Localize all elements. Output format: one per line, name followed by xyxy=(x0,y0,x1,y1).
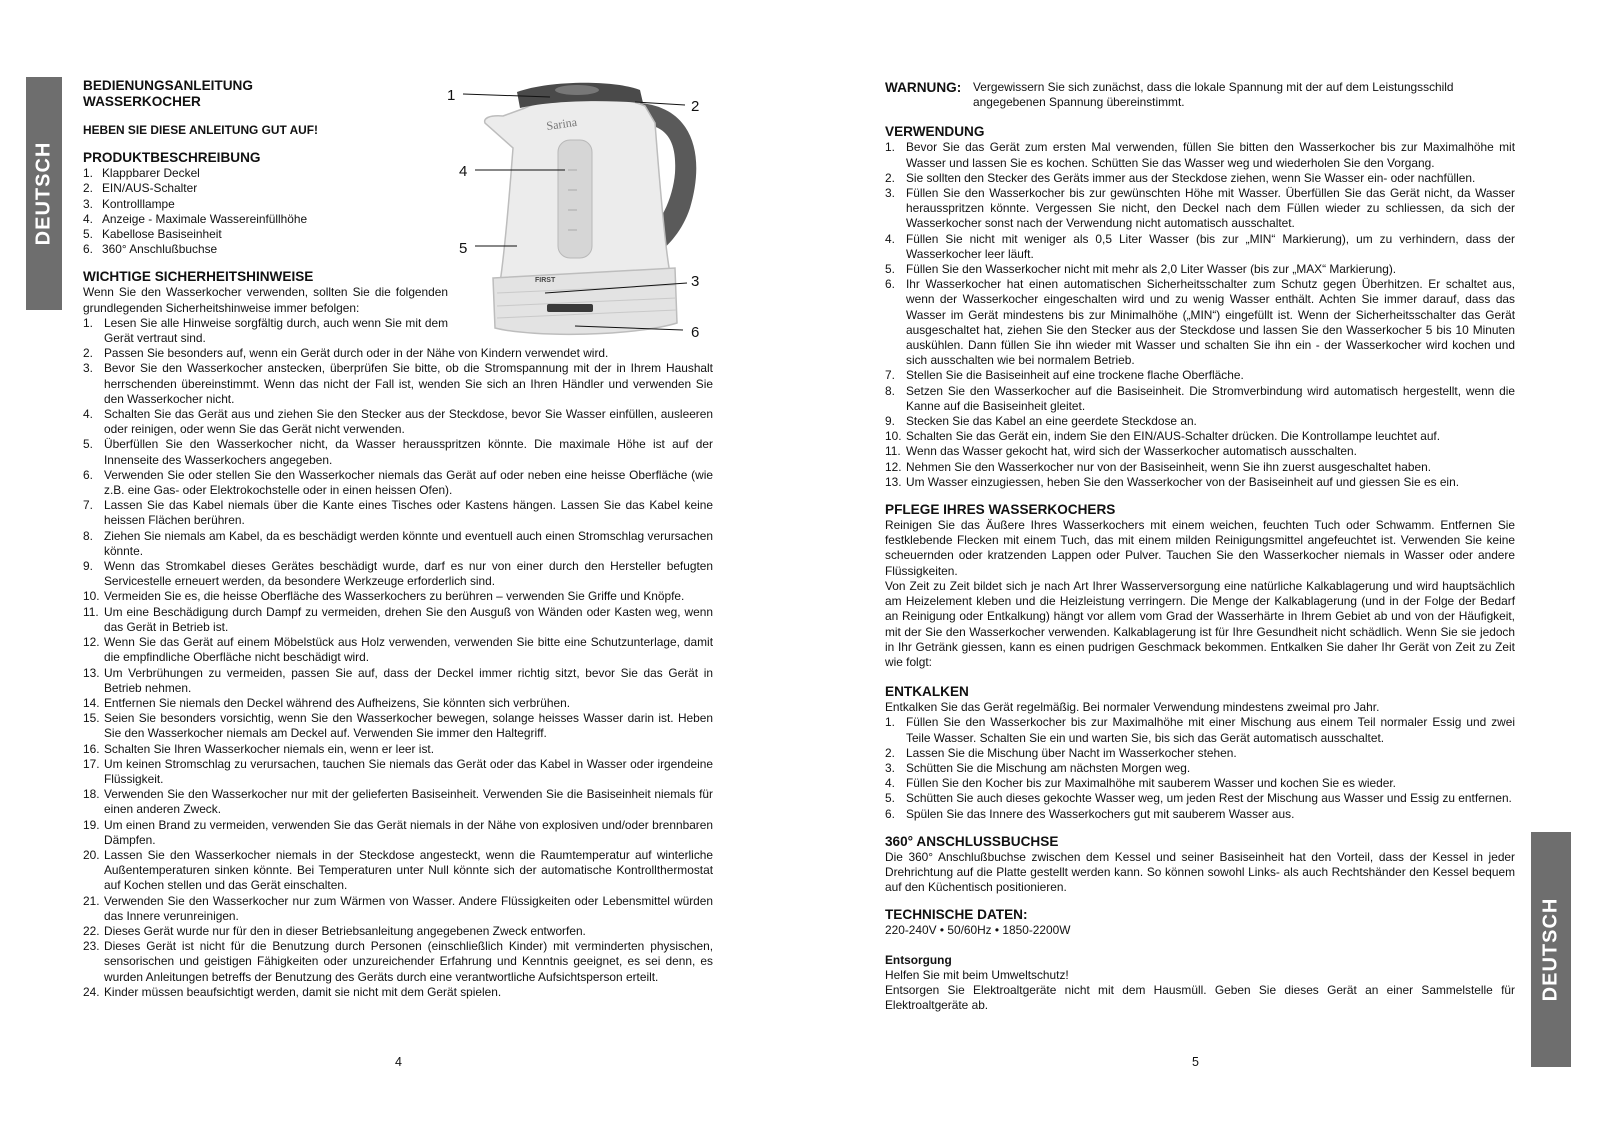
list-item-text: Seien Sie besonders vorsichtig, wenn Sie den Wasserkocher bewegen, solange heisses Wasser darin ist. Heben Sie den Wasserkocher niemals am Deckel auf. Verwenden Sie immer den Haltegriff. xyxy=(104,711,713,741)
list-item-text: Um einen Brand zu vermeiden, verwenden Sie das Gerät niemals in der Nähe von explosiven und/oder brennbaren Dämpfen. xyxy=(104,817,713,847)
kettle-lid-button xyxy=(555,85,599,95)
connector-heading: 360° ANSCHLUSSBUCHSE xyxy=(885,833,1059,849)
list-item xyxy=(83,468,713,498)
list-item xyxy=(83,589,713,604)
list-item xyxy=(885,140,1515,170)
list-item-number: 5. xyxy=(83,437,93,452)
callout-number-4: 4 xyxy=(459,163,468,180)
list-item-number: 2. xyxy=(83,181,93,196)
list-item-number: 13. xyxy=(83,665,100,680)
list-item xyxy=(83,559,713,589)
list-item-number: 15. xyxy=(83,711,100,726)
list-item xyxy=(83,818,713,848)
list-item-text: Füllen Sie den Wasserkocher bis zur gewünschten Höhe mit Wasser. Überfüllen Sie das Gerät nicht, da Wasser herausspritzen könnte. Vergessen Sie nicht, den Deckel nach dem Füllen wieder zu schliessen, da sich der Wasserkocher sonst nach der Verwendung nicht automatisch ausschaltet. xyxy=(906,186,1515,231)
list-item-text: Ihr Wasserkocher hat einen automatischen Sicherheitsschalter zum Schutz gegen Überhitzen. Er schaltet aus, wenn der Wasserkocher eingeschalten wird und zu wenig Wasser enthält. Achten Sie immer darauf, dass das Wasser im Gerät mindestens bis zur Minimalhöhe („MIN“) eingefüllt ist. Wenn der Sicherheitsschalter das Gerät ausgeschaltet hat, ziehen Sie den Stecker aus der Steckdose und lassen Sie den Wasserkocher 5 bis 10 Minuten auskühlen. Dann füllen Sie ihn wieder mit Wasser und schalten Sie ihn ein - der Wasserkocher wird kochen und sich ausschalten wie bei normalem Betrieb. xyxy=(906,277,1515,368)
callout-number-5: 5 xyxy=(459,240,468,257)
list-item-text: Schütten Sie die Mischung am nächsten Morgen weg. xyxy=(906,760,1191,775)
disposal-heading: Entsorgung xyxy=(885,952,952,967)
list-item-number: 9. xyxy=(83,559,93,574)
list-item-number: 17. xyxy=(83,756,100,771)
list-item-number: 23. xyxy=(83,939,100,954)
list-item xyxy=(83,529,713,559)
list-item xyxy=(83,924,713,939)
manual-title-line2: WASSERKOCHER xyxy=(83,93,201,109)
list-item xyxy=(885,262,1515,277)
list-item xyxy=(83,437,713,467)
callout-number-1: 1 xyxy=(447,87,456,104)
list-item-text: Spülen Sie das Innere des Wasserkochers gut mit sauberem Wasser aus. xyxy=(906,806,1295,821)
list-item-text: Wenn das Wasser gekocht hat, wird sich der Wasserkocher automatisch ausschalten. xyxy=(906,444,1357,459)
tech-text: 220-240V • 50/60Hz • 1850-2200W xyxy=(885,923,1071,938)
warning-text: Vergewissern Sie sich zunächst, dass die lokale Spannung mit der auf dem Leistungsschild angegebenen Spannung übereinstimmt. xyxy=(973,80,1454,110)
safety-heading: WICHTIGE SICHERHEITSHINWEISE xyxy=(83,269,314,285)
list-item-number: 3. xyxy=(885,186,895,201)
list-item-text: Kinder müssen beaufsichtigt werden, damit sie nicht mit dem Gerät spielen. xyxy=(104,984,502,999)
list-item-number: 24. xyxy=(83,984,100,999)
list-item xyxy=(885,460,1515,475)
list-item-text: Füllen Sie den Wasserkocher nicht mit mehr als 2,0 Liter Wasser (bis zur „MAX“ Markierung). xyxy=(906,262,1397,277)
list-item xyxy=(83,894,713,924)
safety-intro: Wenn Sie den Wasserkocher verwenden, sollten Sie die folgenden grundlegenden Sicherheitshinweise immer befolgen: xyxy=(83,285,448,315)
kettle-logo-text: FIRST xyxy=(535,277,556,284)
list-item-text: Schalten Sie Ihren Wasserkocher niemals ein, wenn er leer ist. xyxy=(104,741,435,756)
list-item-number: 10. xyxy=(83,589,100,604)
list-item-number: 4. xyxy=(885,231,895,246)
list-item xyxy=(885,746,1515,761)
list-item xyxy=(885,475,1515,490)
list-item-number: 1. xyxy=(885,715,895,730)
list-item-number: 20. xyxy=(83,847,100,862)
list-item-number: 13. xyxy=(885,474,902,489)
list-item-text: Setzen Sie den Wasserkocher auf die Basiseinheit. Die Stromverbindung wird automatisch hergestellt, wenn die Kanne auf die Basiseinheit gleitet. xyxy=(906,383,1515,413)
list-item xyxy=(885,232,1515,262)
list-item-number: 8. xyxy=(83,528,93,543)
list-item xyxy=(83,666,713,696)
list-item-number: 6. xyxy=(83,242,93,257)
list-item-number: 2. xyxy=(885,745,895,760)
manual-title-line1: BEDIENUNGSANLEITUNG xyxy=(83,78,253,93)
list-item-number: 16. xyxy=(83,741,100,756)
list-item-text: Dieses Gerät wurde nur für den in dieser Betriebsanleitung angegebenen Zweck entworfen. xyxy=(104,923,586,938)
product-heading: PRODUKTBESCHREIBUNG xyxy=(83,150,261,166)
keep-notice: HEBEN SIE DIESE ANLEITUNG GUT AUF! xyxy=(83,123,318,137)
list-item-number: 18. xyxy=(83,787,100,802)
list-item-text: Füllen Sie den Wasserkocher bis zur Maximalhöhe mit einer Mischung aus einem Teil normaler Essig und zwei Teile Wasser. Schalten Sie ein und warten Sie, bis sich das Gerät automatisch ausschaltet. xyxy=(906,715,1515,745)
list-item-text: Lesen Sie alle Hinweise sorgfältig durch, auch wenn Sie mit dem Gerät vertraut sind. xyxy=(104,315,448,346)
list-item-text: Füllen Sie den Kocher bis zur Maximalhöhe mit sauberem Wasser und kochen Sie es wieder. xyxy=(906,776,1396,791)
list-item-number: 2. xyxy=(885,170,895,185)
list-item xyxy=(885,791,1515,806)
language-tab-label: DEUTSCH xyxy=(1539,897,1562,1002)
list-item-number: 10. xyxy=(885,429,902,444)
callout-number-3: 3 xyxy=(691,273,700,290)
descale-intro: Entkalken Sie das Gerät regelmäßig. Bei normaler Verwendung mindestens zweimal pro Jahr. xyxy=(885,700,1380,715)
list-item-text: Stecken Sie das Kabel an eine geerdete Steckdose an. xyxy=(906,414,1197,429)
page-number-left: 4 xyxy=(395,1055,402,1069)
list-item xyxy=(885,715,1515,745)
list-item-number: 7. xyxy=(83,498,93,513)
warning-label: WARNUNG: xyxy=(885,80,962,95)
list-item-number: 3. xyxy=(83,361,93,376)
care-paragraph-1: Reinigen Sie das Äußere Ihres Wasserkochers mit einem weichen, feuchten Tuch oder Schwamm. Entfernen Sie festklebende Flecken mit einem Tuch, das mit einem milden Reinigungsmittel angefeuchtet ist. Verwenden Sie keine scheuernden oder kratzenden Lappen oder Pulver. Tauchen Sie den Wasserkocher niemals in Wasser oder andere Flüssigkeiten. xyxy=(885,518,1515,578)
list-item-text: Um Wasser einzugiessen, heben Sie den Wasserkocher von der Basiseinheit auf und giessen Sie es ein. xyxy=(906,474,1459,489)
list-item-text: Bevor Sie den Wasserkocher anstecken, überprüfen Sie bitte, ob die Stromspannung mit der in Ihrem Haushalt herrschenden übereinstimmt. Wenn das nicht der Fall ist, wenden Sie sich an Ihren Händler und verwenden Sie den Wasserkocher nicht. xyxy=(104,361,713,406)
care-paragraph-2: Von Zeit zu Zeit bildet sich je nach Art Ihrer Wasserversorgung eine natürliche Kalkablagerung und wird hauptsächlich am Heizelement kleben und die Heizleistung verringern. Die Menge der Kalkablagerung (und in der Folge der Bedarf an Reinigung oder Entkalkung) hängt vor allem vom Grad der Wasserhärte in Ihrem Gebiet ab und von der Häufigkeit, mit der Sie den Wasserkocher verwenden. Kalkablagerung ist für Ihre Gesundheit nicht schädlich. Wenn Sie sie jedoch in Ihr Getränk giessen, kann es einen pudrigen Geschmack bekommen. Entkalken Sie daher Ihr Gerät von Zeit zu Zeit wie folgt: xyxy=(885,578,1515,669)
right-page xyxy=(885,80,1515,1013)
page-number-right: 5 xyxy=(1192,1055,1199,1069)
list-item-text: Verwenden Sie oder stellen Sie den Wasserkocher niemals das Gerät auf oder neben eine heisse Oberfläche (wie z.B. eine Gas- oder Elektrokochstelle oder in einen heissen Ofen). xyxy=(104,467,713,498)
language-tab-right xyxy=(1531,832,1571,1067)
list-item-number: 5. xyxy=(885,791,895,806)
list-item-number: 1. xyxy=(83,166,93,181)
list-item xyxy=(885,776,1515,791)
language-tab-left xyxy=(26,77,62,310)
list-item-text: Sie sollten den Stecker des Geräts immer aus der Steckdose ziehen, wenn Sie Wasser ein- oder nachfüllen. xyxy=(906,170,1476,185)
list-item xyxy=(885,429,1515,444)
list-item xyxy=(885,277,1515,368)
list-item-number: 6. xyxy=(885,806,895,821)
list-item-text: Überfüllen Sie den Wasserkocher nicht, da Wasser herausspritzen könnte. Die maximale Höhe ist auf der Innenseite des Wasserkochers angegeben. xyxy=(104,437,713,467)
list-item-number: 11. xyxy=(885,444,901,459)
warning-block xyxy=(885,80,1515,110)
list-item xyxy=(83,787,713,817)
list-item-number: 19. xyxy=(83,817,100,832)
tech-heading: TECHNISCHE DATEN: xyxy=(885,907,1028,923)
power-switch xyxy=(547,304,593,312)
list-item xyxy=(885,368,1515,383)
list-item-text: Um eine Beschädigung durch Dampf zu vermeiden, drehen Sie den Ausguß von Wänden oder Kasten weg, wenn das Gerät in Betrieb ist. xyxy=(104,604,713,634)
list-item-text: Passen Sie besonders auf, wenn ein Gerät durch oder in der Nähe von Kindern verwendet wird. xyxy=(104,346,609,361)
list-item-text: Lassen Sie den Wasserkocher niemals in der Steckdose angesteckt, wenn die Raumtemperatur auf winterliche Außentemperaturen sinken könnte. Bei Temperaturen unter Null könnte sich der automatische Kontrollthermostat auf Kochen stellen und das Gerät einschalten. xyxy=(104,847,713,893)
list-item-number: 1. xyxy=(885,140,895,155)
list-item-number: 6. xyxy=(885,277,895,292)
list-item-number: 5. xyxy=(885,262,895,277)
list-item xyxy=(83,407,713,437)
list-item-text: Verwenden Sie den Wasserkocher nur zum Wärmen von Wasser. Andere Flüssigkeiten oder Lebensmittel würden das Innere verunreinigen. xyxy=(104,893,713,923)
list-item-number: 6. xyxy=(83,467,93,482)
list-item-text: Wenn das Stromkabel dieses Gerätes beschädigt wurde, darf es nur von einer durch den Hersteller befugten Servicestelle erneuert werden, da besondere Werkzeuge erforderlich sind. xyxy=(104,559,713,589)
list-item xyxy=(83,985,713,1000)
kettle-brand-text: Sarina xyxy=(545,114,578,133)
callout-number-2: 2 xyxy=(691,98,700,115)
list-item-number: 2. xyxy=(83,346,93,361)
list-item-number: 12. xyxy=(83,635,100,650)
list-item-text: Verwenden Sie den Wasserkocher nur mit der gelieferten Basiseinheit. Verwenden Sie die Basiseinheit niemals für einen anderen Zweck. xyxy=(104,787,713,817)
list-item-text: Schalten Sie das Gerät aus und ziehen Sie den Stecker aus der Steckdose, bevor Sie Wasser einfüllen, ausleeren oder reinigen, oder wenn Sie das Gerät nicht verwenden. xyxy=(104,407,713,437)
list-item xyxy=(885,444,1515,459)
list-item xyxy=(885,384,1515,414)
list-item-text: Dieses Gerät ist nicht für die Benutzung durch Personen (einschließlich Kinder) mit verminderten physischen, sensorischen und geistigen Fähigkeiten oder unzureichender Erfahrung und Kenntnis geeignet, es sei denn, es wurden Anleitungen betreffs der Benutzung des Geräts durch eine verantwortliche Aufsichtsperson erteilt. xyxy=(104,939,713,984)
list-item xyxy=(83,605,713,635)
list-item xyxy=(885,186,1515,232)
list-item-text: Kabellose Basiseinheit xyxy=(102,227,222,242)
list-item-text: Klappbarer Deckel xyxy=(102,166,200,181)
list-item-text: Lassen Sie die Mischung über Nacht im Wasserkocher stehen. xyxy=(906,745,1237,760)
list-item-number: 22. xyxy=(83,923,100,938)
list-item xyxy=(83,939,713,985)
list-item xyxy=(83,696,713,711)
list-item-number: 4. xyxy=(885,776,895,791)
list-item xyxy=(83,757,713,787)
list-item xyxy=(83,848,713,894)
list-item-text: Entfernen Sie niemals den Deckel während des Aufheizens, Sie könnten sich verbrühen. xyxy=(104,695,570,710)
descale-list xyxy=(885,715,1515,821)
care-heading: PFLEGE IHRES WASSERKOCHERS xyxy=(885,502,1116,518)
list-item-number: 7. xyxy=(885,368,895,383)
list-item-text: Um Verbrühungen zu vermeiden, passen Sie auf, dass der Deckel immer richtig sitzt, bevor Sie das Gerät in Betrieb nehmen. xyxy=(104,665,713,695)
list-item xyxy=(885,807,1515,822)
list-item-number: 4. xyxy=(83,211,93,226)
list-item-text: Schütten Sie auch dieses gekochte Wasser weg, um jeden Rest der Mischung aus Wasser und Essig zu entfernen. xyxy=(906,791,1512,806)
list-item-text: Stellen Sie die Basiseinheit auf eine trockene flache Oberfläche. xyxy=(906,368,1244,383)
list-item-number: 5. xyxy=(83,227,93,242)
list-item xyxy=(83,361,713,407)
usage-heading: VERWENDUNG xyxy=(885,124,985,140)
descale-heading: ENTKALKEN xyxy=(885,684,969,700)
list-item-number: 9. xyxy=(885,414,895,429)
list-item-number: 21. xyxy=(83,893,100,908)
list-item-number: 8. xyxy=(885,383,895,398)
list-item-number: 3. xyxy=(83,196,93,211)
usage-list xyxy=(885,140,1515,490)
kettle-base xyxy=(493,268,677,334)
list-item-number: 12. xyxy=(885,459,902,474)
list-item-number: 14. xyxy=(83,695,100,710)
list-item-number: 3. xyxy=(885,760,895,775)
list-item xyxy=(83,742,713,757)
list-item-number: 1. xyxy=(83,315,93,330)
kettle-illustration xyxy=(447,78,730,356)
list-item xyxy=(83,635,713,665)
water-level-window xyxy=(558,140,592,258)
list-item-number: 4. xyxy=(83,407,93,422)
list-item xyxy=(83,711,713,741)
safety-list-continued xyxy=(83,346,713,1000)
list-item xyxy=(885,761,1515,776)
callout-number-6: 6 xyxy=(691,324,700,341)
list-item-number: 11. xyxy=(83,604,99,619)
list-item xyxy=(83,316,448,346)
list-item-text: Nehmen Sie den Wasserkocher nur von der Basiseinheit, wenn Sie ihn zuerst ausgeschaltet haben. xyxy=(906,459,1432,474)
disposal-line-1: Helfen Sie mit beim Umweltschutz! xyxy=(885,967,1069,982)
list-item-text: Ziehen Sie niemals am Kabel, da es beschädigt werden könnte und eventuell auch einen Stromschlag verursachen könnte. xyxy=(104,528,713,558)
connector-text: Die 360° Anschlußbuchse zwischen dem Kessel und seiner Basiseinheit hat den Vorteil, dass der Kessel in jeder Drehrichtung auf die Platte gestellt werden kann. So können sowohl Links- als auch Rechtshänder den Kessel bequem auf den Küchentisch positionieren. xyxy=(885,849,1515,895)
list-item-text: Bevor Sie das Gerät zum ersten Mal verwenden, füllen Sie bitten den Wasserkocher bis zur Maximalhöhe mit Wasser und lassen Sie es kochen. Schütten Sie das Wasser weg und wiederholen Sie den Vorgang. xyxy=(906,140,1515,170)
list-item-text: 360° Anschlußbuchse xyxy=(102,242,218,257)
list-item xyxy=(885,171,1515,186)
list-item-text: Vermeiden Sie es, die heisse Oberfläche des Wasserkochers zu berühren – verwenden Sie Griffe und Knöpfe. xyxy=(104,589,685,604)
list-item-text: Um keinen Stromschlag zu verursachen, tauchen Sie niemals das Gerät oder das Kabel in Wasser oder irgendeine Flüssigkeit. xyxy=(104,756,713,786)
list-item-text: Lassen Sie das Kabel niemals über die Kante eines Tisches oder Kastens hängen. Lassen Sie das Kabel keine heissen Flächen berühren. xyxy=(104,498,713,528)
list-item xyxy=(885,414,1515,429)
list-item xyxy=(83,498,713,528)
language-tab-label: DEUTSCH xyxy=(32,141,55,246)
list-item-text: Wenn Sie das Gerät auf einem Möbelstück aus Holz verwenden, verwenden Sie bitte eine Schutzunterlage, damit die empfindliche Oberfläche nicht beschädigt wird. xyxy=(104,635,713,665)
list-item-text: Anzeige - Maximale Wassereinfüllhöhe xyxy=(102,211,308,226)
list-item-text: EIN/AUS-Schalter xyxy=(102,181,198,196)
list-item-text: Schalten Sie das Gerät ein, indem Sie den EIN/AUS-Schalter drücken. Die Kontrollampe leuchtet auf. xyxy=(906,429,1441,444)
list-item-text: Füllen Sie nicht mit weniger als 0,5 Liter Wasser (bis zur „MIN“ Markierung), um zu verhindern, dass der Wasserkocher leer läuft. xyxy=(906,231,1515,261)
disposal-line-2: Entsorgen Sie Elektroaltgeräte nicht mit dem Hausmüll. Geben Sie dieses Gerät an einer Sammelstelle für Elektroaltgeräte ab. xyxy=(885,982,1515,1013)
list-item-text: Kontrolllampe xyxy=(102,196,175,211)
